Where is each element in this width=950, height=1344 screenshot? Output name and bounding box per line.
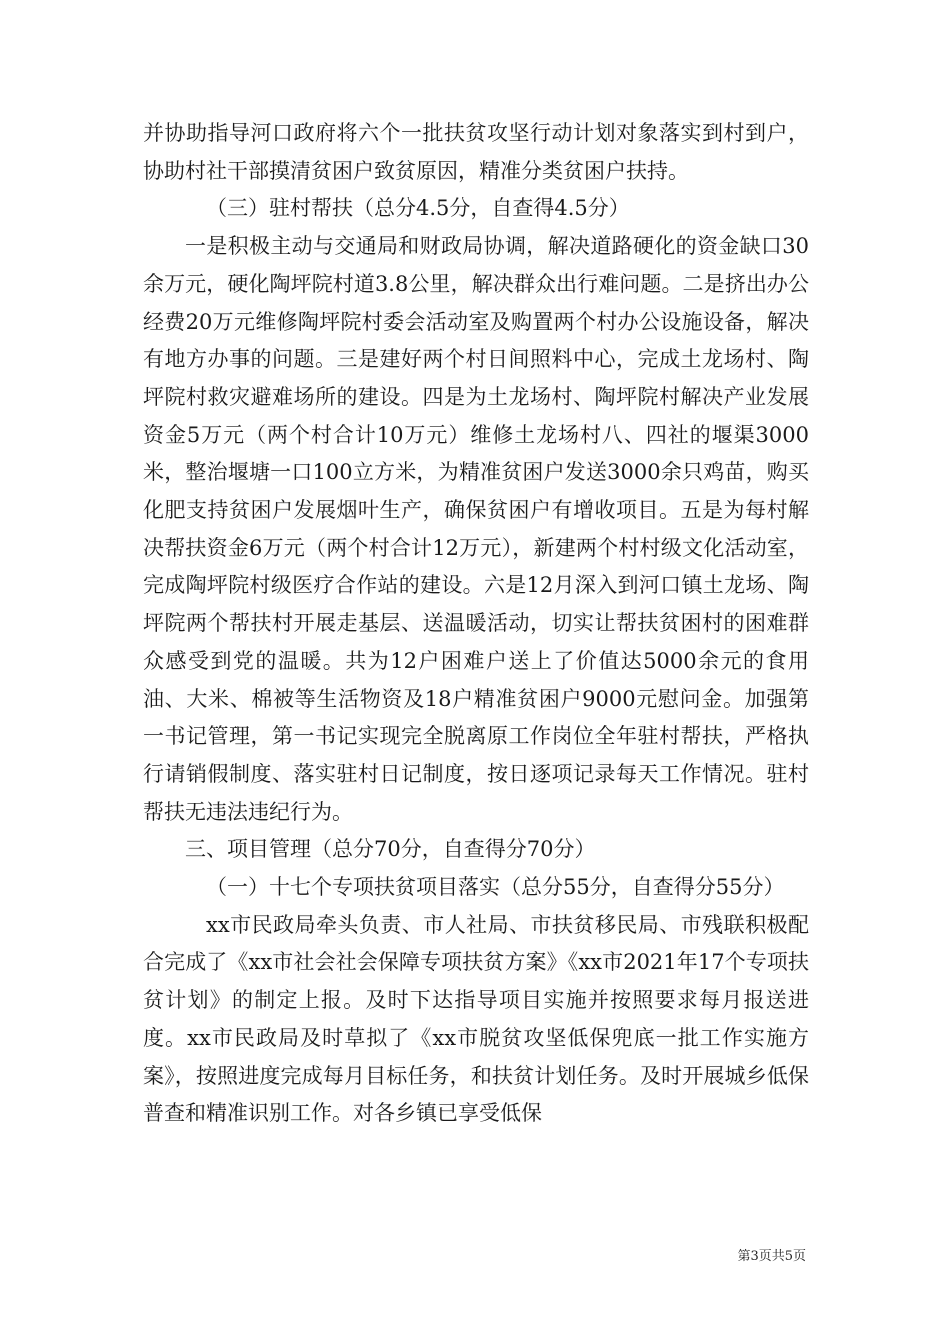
paragraph-village-assistance: 一是积极主动与交通局和财政局协调，解决道路硬化的资金缺口30余万元，硬化陶坪院村道3.8公里，解决群众出行难问题。二是挤出办公经费20万元维修陶坪院村委会活动室及购置两个村办公设施设备，解决有地方办事的问题。三是建好两个村日间照料中心，完成土龙场村、陶坪院村救灾避难场所的建设。四是为土龙场村、陶坪院村解决产业发展资金5万元（两个村合计10万元）维修土龙场村八、四社的堰渠3000米，整治堰塘一口100立方米，为精准贫困户发送3000余只鸡苗，购买化肥支持贫困户发展烟叶生产，确保贫困户有增收项目。五是为每村解决帮扶资金6万元（两个村合计12万元），新建两个村村级文化活动室，完成陶坪院村级医疗合作站的建设。六是12月深入到河口镇土龙场、陶坪院两个帮扶村开展走基层、送温暖活动，切实让帮扶贫困村的困难群众感受到党的温暖。共为12户困难户送上了价值达5000余元的食用油、大米、棉被等生活物资及18户精准贫困户9000元慰问金。加强第一书记管理，第一书记实现完全脱离原工作岗位全年驻村帮扶，严格执行请销假制度、落实驻村日记制度，按日逐项记录每天工作情况。驻村帮扶无违法违纪行为。 [143,234,809,824]
section-heading-village-assistance: （三）驻村帮扶（总分4.5分，自查得4.5分） [206,196,630,221]
section-heading-special-projects: （一）十七个专项扶贫项目落实（总分55分，自查得分55分） [206,875,785,900]
paragraph-continuation: 并协助指导河口政府将六个一批扶贫攻坚行动计划对象落实到村到户，协助村社干部摸清贫困户致贫原因，精准分类贫困户扶持。 [143,121,809,183]
page-number-footer: 第3页共5页 [737,1249,806,1264]
paragraph-special-projects: xx市民政局牵头负责、市人社局、市扶贫移民局、市残联积极配合完成了《xx市社会社会保障专项扶贫方案》《xx市2021年17个专项扶贫计划》的制定上报。及时下达指导项目实施并按照要求每月报送进度。xx市民政局及时草拟了《xx市脱贫攻坚低保兜底一批工作实施方案》，按照进度完成每月目标任务，和扶贫计划任务。及时开展城乡低保普查和精准识别工作。对各乡镇已享受低保 [143,912,809,1126]
document-body [143,115,809,1133]
section-heading-project-management: 三、项目管理（总分70分，自查得分70分） [185,837,596,862]
